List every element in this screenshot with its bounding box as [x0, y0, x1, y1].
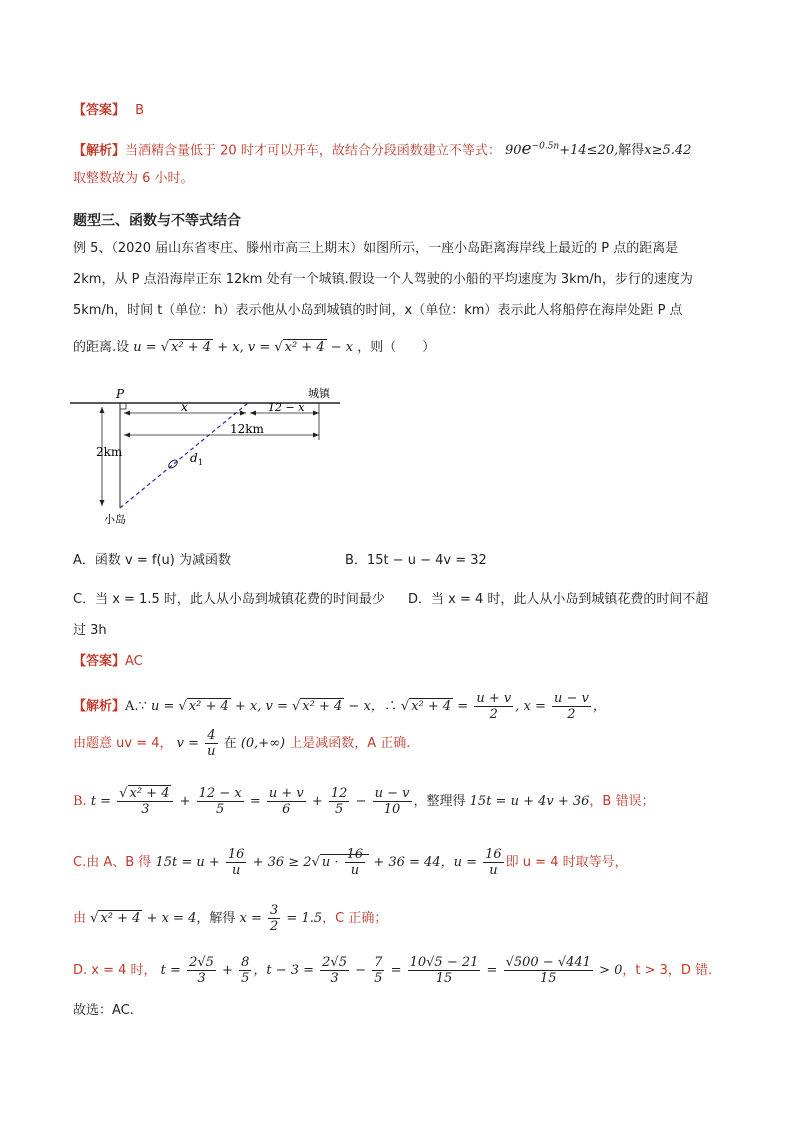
height-label: 2km — [96, 445, 123, 459]
answer-line-1 — [73, 100, 144, 122]
d-label: d — [190, 451, 198, 465]
option-c: C．当 x = 1.5 时，此人从小岛到城镇花费的时间最少 — [73, 592, 385, 607]
analysis-label: 【解析】 — [73, 143, 126, 159]
analysis2-label: 【解析】 — [73, 699, 126, 714]
island-label: 小岛 — [104, 513, 126, 526]
option-d-cont: 过 3h — [73, 623, 107, 638]
d-subscript: 1 — [198, 458, 204, 467]
analysis2-b-formula: B. t = $\frac{\text{√ x² + 4}}{3}$ + $\frac{12 - x}{5}$ = $\frac{u + v}{6}$ + $\frac{12}{5}$ − $\frac{u - v}{10}$ ，整理得 15t = u + 4v + 36 — [73, 786, 590, 817]
analysis2-c-head: C.由 A、B 得 — [73, 855, 152, 870]
analysis2-a2-head: 由题意 uv = 4， — [73, 736, 173, 751]
rest-label: 12 − x — [268, 401, 305, 414]
analysis2-c2-head: 由 — [73, 911, 87, 926]
example-line-4-post: ，则（ ） — [357, 340, 436, 355]
analysis2-c2-formula: √ x² + 4 + x = 4，解得 x = $\frac{3}{2}$ = 1.5 — [90, 903, 323, 934]
option-d: D．当 x = 4 时，此人从小岛到城镇花费的时间不超 — [408, 592, 709, 607]
answer-line-2 — [73, 651, 143, 673]
rest-arrow-left — [250, 411, 256, 416]
option-b: B．15t − u − 4v = 32 — [345, 553, 487, 568]
analysis2-c-formula: 15t = u + $\frac{16}{u}$ + 36 ≥ 2√ u · $\frac{16}{u}$ + 36 = 44，u = $\frac{16}{u}$ — [155, 847, 502, 878]
analysis2-a2-tail: 上是减函数，A 正确. — [289, 736, 411, 751]
analysis2-line-b — [73, 786, 654, 817]
rest-arrow-right — [313, 411, 319, 416]
analysis-line-2: 取整数故为 6 小时。 — [73, 171, 194, 186]
boat-path — [120, 403, 248, 508]
x-label: x — [181, 400, 188, 414]
analysis2-a2-formula: v = $\frac{4}{u}$ 在 (0,+∞) — [176, 728, 286, 759]
analysis2-c-tail: 即 u = 4 时取等号， — [505, 855, 628, 870]
total-label: 12km — [230, 422, 264, 436]
right-angle-mark — [120, 403, 126, 409]
analysis2-c2-tail: ，C 正确； — [322, 911, 388, 926]
total-arrow-right — [313, 433, 319, 438]
analysis2-line-c2 — [73, 903, 387, 934]
analysis2-d-head: D. x = 4 时， — [73, 963, 157, 978]
height-arrow-bottom — [100, 500, 105, 506]
analysis2-a-formula: A.∵ u = √ x² + 4 + x, v = √ x² + 4 − x，∴ √ x² + 4 = $\frac{u + v}{2}$ , x = $\frac{u - v}{2}$ ， — [125, 691, 606, 722]
analysis2-line-a2 — [73, 728, 410, 759]
option-a: A．函数 v = f(u) 为减函数 — [73, 553, 231, 568]
conclusion: 故选：AC. — [73, 1003, 134, 1018]
answer2-label: 【答案】 — [73, 654, 126, 669]
analysis2-d-tail: ，t > 3，D 错. — [622, 963, 713, 978]
analysis2-d-formula: t = $\frac{2√5}{3}$ + $\frac{8}{5}$ ，t − 3 = $\frac{2√5}{3}$ − $\frac{7}{5}$ = $\frac{10√5 - 21}{15}$ = $\frac{√500 - √441}{15}$ > 0 — [160, 955, 623, 986]
x-arrow-left — [124, 411, 130, 416]
analysis-line-1 — [73, 136, 691, 162]
analysis2-line-d — [73, 955, 712, 986]
example-line-4 — [73, 337, 435, 359]
section-title: 题型三、函数与不等式结合 — [73, 213, 241, 229]
analysis2-b-tail: ，B 错误； — [589, 794, 655, 809]
town-label: 城镇 — [308, 387, 330, 400]
example-line-3: 5km/h，时间 t（单位：h）表示他从小岛到城镇的时间，x（单位：km）表示此人将船停在海岸处距 P 点 — [73, 303, 683, 318]
p-label: P — [116, 387, 125, 401]
analysis2-line-c — [73, 847, 628, 878]
example-line-4-pre: 的距离.设 — [73, 340, 130, 355]
total-arrow-left — [124, 433, 130, 438]
analysis2-line-a — [73, 691, 606, 722]
answer2-value: AC — [125, 654, 143, 669]
example-line-2: 2km，从 P 点沿海岸正东 12km 处有一个城镇.假设一个人驾驶的小船的平均速度为 3km/h，步行的速度为 — [73, 272, 693, 287]
x-arrow-right — [240, 411, 246, 416]
uv-definition: u = √ x² + 4 + x, v = √ x² + 4 − x — [133, 340, 354, 355]
answer-label: 【答案】 — [73, 103, 126, 118]
geometry-figure — [70, 380, 350, 530]
analysis-text: 当酒精含量低于 20 时才可以开车，故结合分段函数建立不等式： — [125, 143, 501, 159]
example-line-1: 例 5、（2020 届山东省枣庄、滕州市高三上期末）如图所示，一座小岛距离海岸线上最近的 P 点的距离是 — [73, 241, 679, 256]
analysis-formula: $90e^{-0.5n}+14\le 20$,解得x≥5.42 — [504, 139, 692, 160]
answer-value: B — [135, 103, 145, 118]
height-arrow-top — [100, 407, 105, 413]
